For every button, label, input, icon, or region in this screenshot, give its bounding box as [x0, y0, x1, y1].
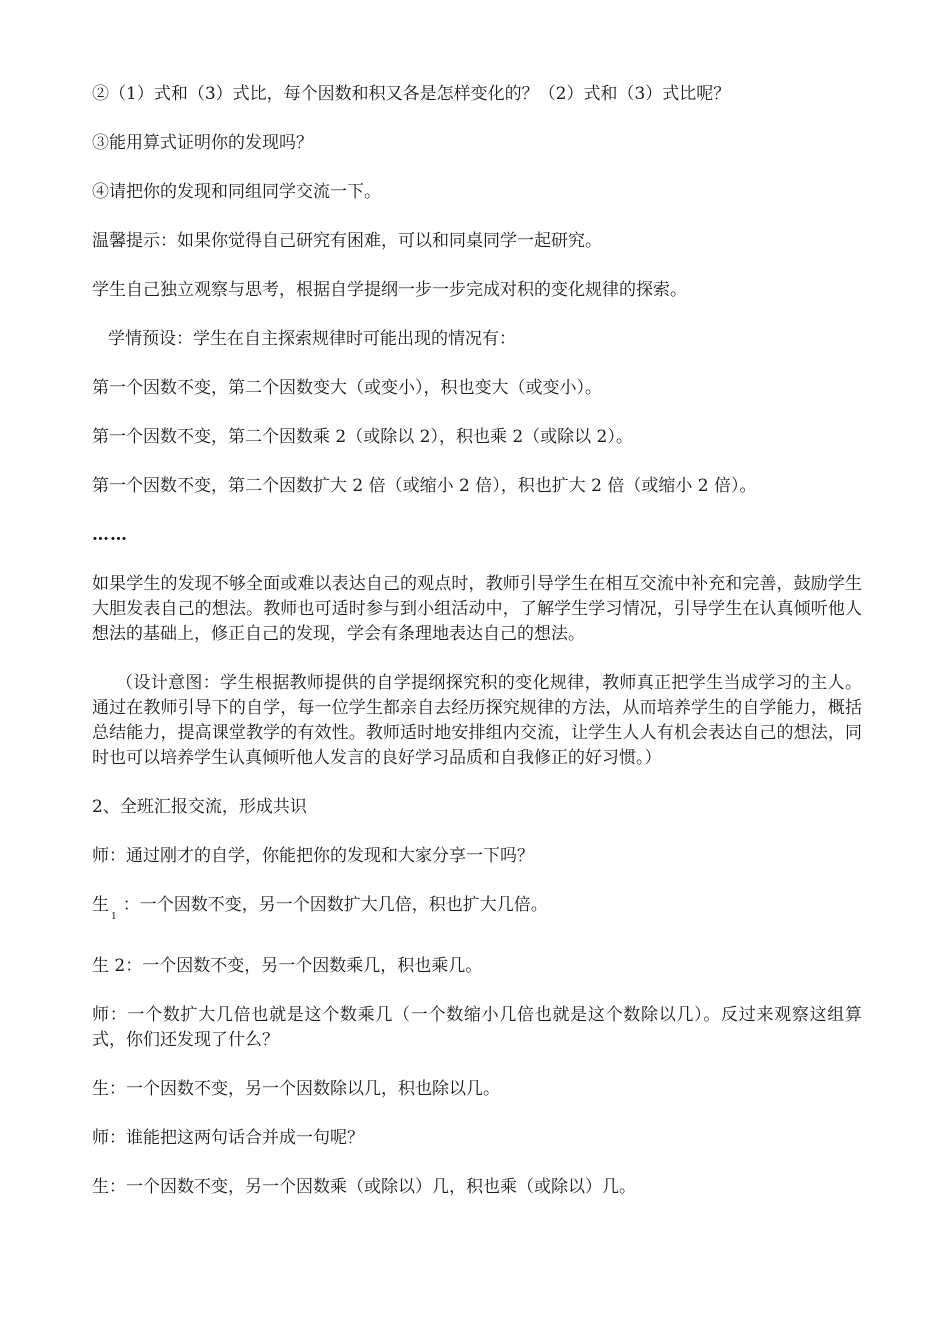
question-4: ④请把你的发现和同组同学交流一下。 [92, 182, 381, 202]
ellipsis: …… [92, 525, 128, 545]
question-2: ②（1）式和（3）式比，每个因数和积又各是怎样变化的？（2）式和（3）式比呢？ [92, 84, 731, 104]
case-1: 第一个因数不变，第二个因数变大（或变小），积也变大（或变小）。 [92, 378, 602, 398]
teacher-line-1: 师：通过刚才的自学，你能把你的发现和大家分享一下吗？ [92, 846, 534, 866]
case-2: 第一个因数不变，第二个因数乘 2（或除以 2），积也乘 2（或除以 2）。 [92, 427, 633, 447]
teacher-guidance: 如果学生的发现不够全面或难以表达自己的观点时，教师引导学生在相互交流中补充和完善，鼓励学生大胆发表自己的想法。教师也可适时参与到小组活动中，了解学生学习情况，引导学生在认真倾听他人想法的基础上，修正自己的发现，学会有条理地表达自己的想法。 [92, 574, 862, 644]
student-1-text: ：一个因数不变，另一个因数扩大几倍，积也扩大几倍。 [122, 895, 548, 915]
question-3: ③能用算式证明你的发现吗？ [92, 133, 313, 153]
student-line-2: 生 2：一个因数不变，另一个因数乘几，积也乘几。 [92, 956, 483, 976]
learning-preset: 学情预设：学生在自主探索规律时可能出现的情况有： [108, 329, 516, 349]
student-line-3: 生：一个因数不变，另一个因数除以几，积也除以几。 [92, 1079, 500, 1099]
document-page [92, 82, 862, 1224]
case-3: 第一个因数不变，第二个因数扩大 2 倍（或缩小 2 倍），积也扩大 2 倍（或缩小 2 倍）。 [92, 476, 757, 496]
teacher-line-3: 师：谁能把这两句话合并成一句呢？ [92, 1128, 364, 1148]
section-heading-2: 2、全班汇报交流，形成共识 [92, 797, 307, 817]
teacher-line-2: 师：一个数扩大几倍也就是这个数乘几（一个数缩小几倍也就是这个数除以几）。反过来观察这组算式，你们还发现了什么？ [92, 1005, 862, 1050]
student-line-1 [92, 893, 862, 930]
student-line-4: 生：一个因数不变，另一个因数乘（或除以）几，积也乘（或除以）几。 [92, 1177, 636, 1197]
warm-tip: 温馨提示：如果你觉得自己研究有困难，可以和同桌同学一起研究。 [92, 231, 602, 251]
speaker-subscript: 1 [111, 912, 117, 922]
design-intent: （设计意图：学生根据教师提供的自学提纲探究积的变化规律，教师真正把学生当成学习的主人。通过在教师引导下的自学，每一位学生都亲自去经历探究规律的方法，从而培养学生的自学能力，概括总结能力，提高课堂教学的有效性。教师适时地安排组内交流，让学生人人有机会表达自己的想法，同时也可以培养学生认真倾听他人发言的良好学习品质和自我修正的好习惯。） [92, 673, 862, 768]
student-explore: 学生自己独立观察与思考，根据自学提纲一步一步完成对积的变化规律的探索。 [92, 280, 687, 300]
speaker-label: 生 [92, 895, 109, 915]
